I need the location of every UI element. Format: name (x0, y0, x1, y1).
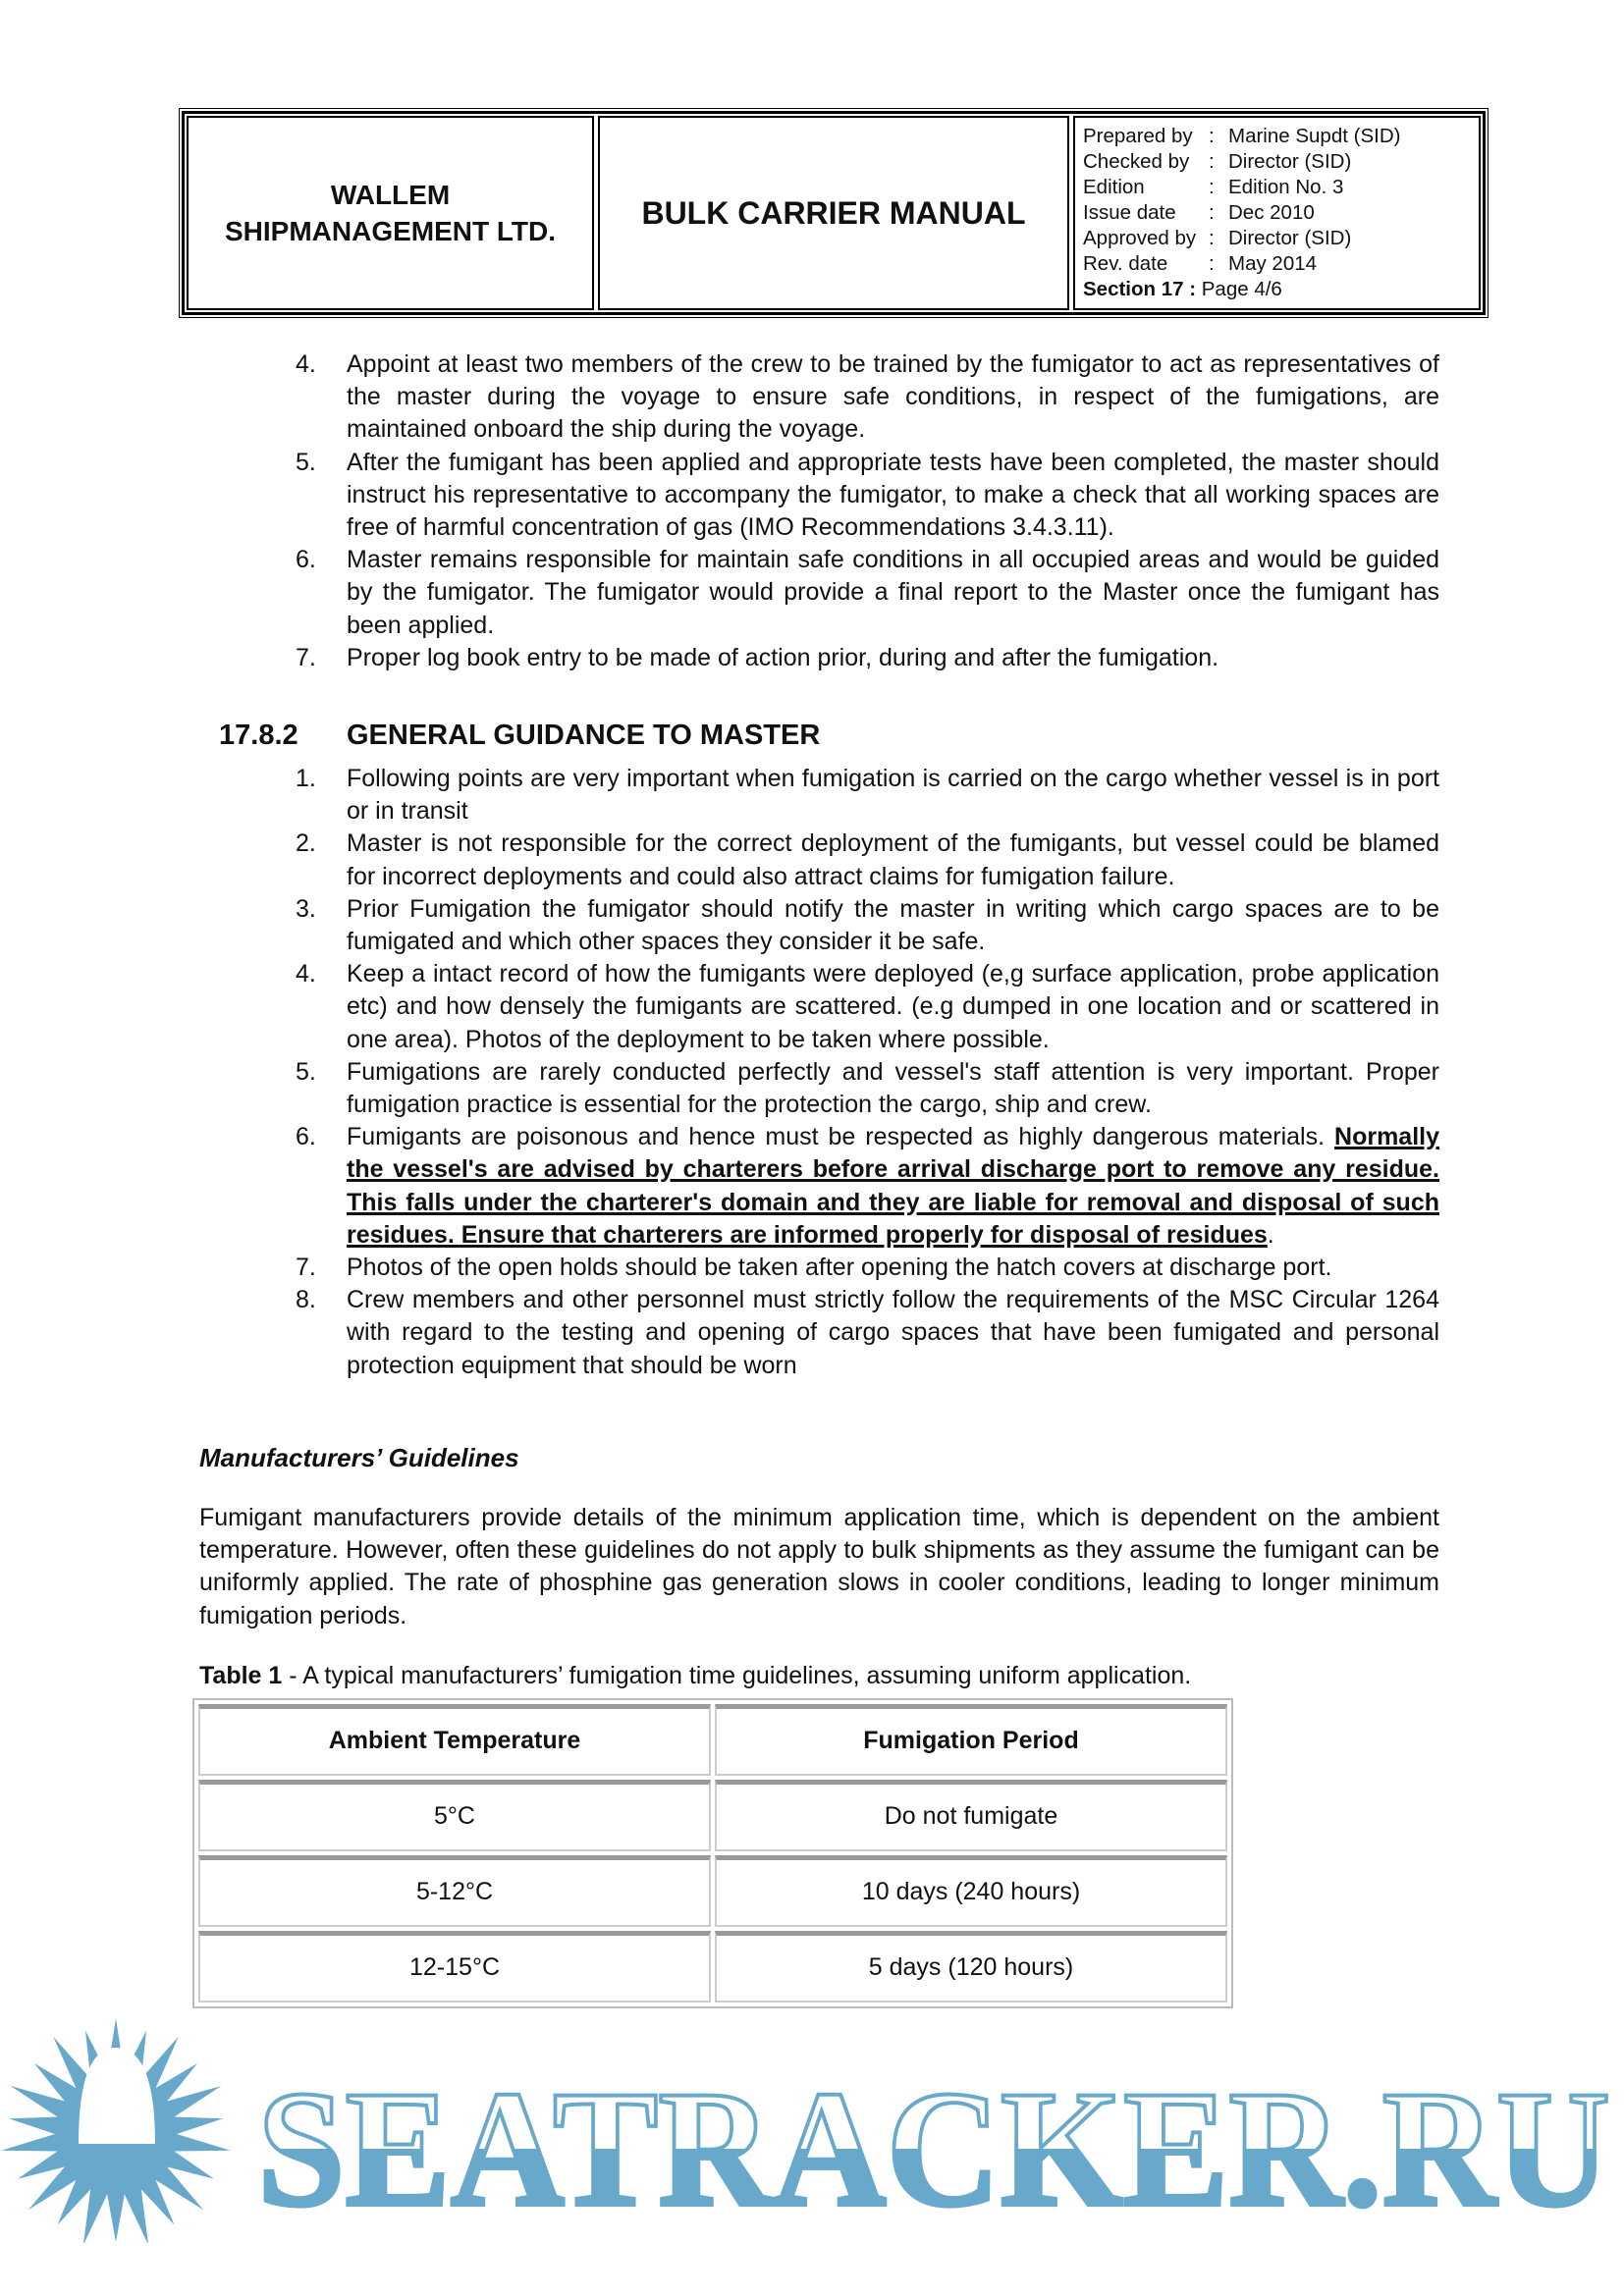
item-number: 1. (296, 765, 316, 793)
guidance-list (296, 763, 1439, 1382)
column-header: Fumigation Period (715, 1704, 1227, 1776)
watermark-logo (0, 2018, 1624, 2243)
meta-sep: : (1209, 176, 1215, 198)
document-header (182, 111, 1486, 315)
item-text: Keep a intact record of how the fumigants were deployed (e,g surface application, probe application etc) and how densely the fumigants are scattered. (e.g dumped in one location and or scattered in one area). Photos of the deployment to be taken where possible. (347, 960, 1439, 1053)
sun-icon (1, 2018, 231, 2243)
item-number: 6. (296, 1123, 316, 1151)
meta-key: Approved by (1083, 227, 1197, 249)
page-label: Page 4/6 (1196, 278, 1282, 300)
item-text: Master is not responsible for the correct deployment of the fumigants, but vessel could be blamed for incorrect deployments and could also attract claims for fumigation failure. (347, 829, 1439, 890)
item-number: 3. (296, 894, 316, 923)
item-number: 8. (296, 1286, 316, 1314)
table-cell: 5-12°C (198, 1855, 711, 1927)
item-body (347, 1121, 1439, 1252)
section-number: 17.8.2 (219, 720, 298, 752)
meta-key: Checked by (1083, 150, 1190, 173)
meta-value: Director (SID) (1228, 227, 1352, 249)
subheading: Manufacturers’ Guidelines (199, 1442, 519, 1472)
list-item (296, 1056, 1439, 1121)
meta-row (1083, 124, 1471, 149)
table-cell: Do not fumigate (715, 1780, 1227, 1851)
item-text: Fumigations are rarely conducted perfectly and vessel's staff attention is very important. Proper fumigation practice is essential for the protection the cargo, ship and crew. (347, 1057, 1439, 1119)
table-caption (199, 1660, 1439, 1692)
item-number: 4. (296, 960, 316, 988)
list-item (296, 828, 1439, 892)
page-content (199, 348, 1610, 2243)
item-body (347, 958, 1439, 1056)
list-item (296, 958, 1439, 1056)
item-text: Proper log book entry to be made of action prior, during and after the fumigation. (347, 643, 1219, 671)
list-item (296, 1252, 1439, 1284)
list-item (296, 1121, 1439, 1252)
table-row (198, 1780, 1227, 1851)
meta-value: Marine Supdt (SID) (1228, 125, 1401, 147)
list-item (296, 763, 1439, 828)
meta-row (1083, 149, 1471, 175)
list-item (296, 544, 1439, 642)
item-number: 5. (296, 448, 316, 476)
list-item (296, 1284, 1439, 1382)
meta-value: Director (SID) (1228, 150, 1352, 173)
table-row (198, 1855, 1227, 1927)
section-page (1083, 277, 1471, 302)
caption-text: - A typical manufacturers’ fumigation time guidelines, assuming uniform application. (282, 1661, 1192, 1689)
meta-row (1083, 251, 1471, 277)
meta-sep: : (1209, 125, 1215, 147)
manual-title: BULK CARRIER MANUAL (598, 116, 1069, 310)
item-number: 5. (296, 1057, 316, 1086)
section-heading (219, 718, 1439, 753)
fumigation-table (192, 1698, 1233, 2008)
meta-sep: : (1209, 201, 1215, 224)
table-row (198, 1931, 1227, 2002)
meta-key: Edition (1083, 176, 1145, 198)
item-text: Prior Fumigation the fumigator should notify the master in writing which cargo spaces are to be fumigated and which other spaces they consider it be safe. (347, 894, 1439, 956)
item-body (347, 642, 1439, 674)
caption-label: Table 1 (199, 1661, 283, 1689)
company-line: SHIPMANAGEMENT LTD. (224, 216, 557, 246)
table-cell: 12-15°C (198, 1931, 711, 2002)
meta-sep: : (1209, 252, 1215, 275)
item-text: Photos of the open holds should be taken after opening the hatch covers at discharge port. (347, 1254, 1332, 1282)
item-body (347, 447, 1439, 545)
item-text: Appoint at least two members of the crew to be trained by the fumigator to act as representatives of the master during the voyage to ensure safe conditions, in respect of the fumigations, are maintained onboard the ship during the voyage. (347, 350, 1439, 444)
item-text: Fumigants are poisonous and hence must be respected as highly dangerous materials. (347, 1123, 1335, 1151)
table-cell: 5 days (120 hours) (715, 1931, 1227, 2002)
meta-key: Prepared by (1083, 125, 1193, 147)
item-text: After the fumigant has been applied and appropriate tests have been completed, the master should instruct his representative to accompany the fumigator, to make a check that all working spaces are free of harmful concentration of gas (IMO Recommendations 3.4.3.11). (347, 448, 1439, 542)
item-body (347, 1056, 1439, 1121)
company-line: WALLEM (330, 180, 451, 210)
table-cell: 5°C (198, 1780, 711, 1851)
meta-key: Issue date (1083, 201, 1176, 224)
item-number: 2. (296, 829, 316, 858)
list-item (296, 642, 1439, 674)
meta-value: Edition No. 3 (1228, 176, 1344, 198)
list-item (296, 893, 1439, 958)
item-end: . (1267, 1220, 1274, 1249)
item-body (347, 1284, 1439, 1382)
list-item (296, 348, 1439, 447)
paragraph: Fumigant manufacturers provide details of the minimum application time, which is dependent on the ambient temperature. However, often these guidelines do not apply to bulk shipments as they assume the fumigant can be uniformly applied. The rate of phosphine gas generation slows in cooler conditions, leading to longer minimum fumigation periods. (199, 1503, 1439, 1629)
item-body (347, 763, 1439, 828)
item-body (347, 1252, 1439, 1284)
emphasized-text: Normally the vessel's are advised by charterers before arrival discharge port to remove any residue. This falls under the charterer's domain and they are liable for removal and disposal of such residues. Ensure that charterers are informed properly for disposal of residues (347, 1123, 1439, 1249)
company-name (187, 116, 594, 310)
item-body (347, 828, 1439, 892)
watermark-text: SEATRACKER.RU (257, 2056, 1610, 2241)
item-text: Crew members and other personnel must strictly follow the requirements of the MSC Circular 1264 with regard to the testing and opening of cargo spaces that have been fumigated and personal protection equipment that should be worn (347, 1286, 1439, 1379)
item-text: Master remains responsible for maintain safe conditions in all occupied areas and would be guided by the fumigator. The fumigator would provide a final report to the Master once the fumigant has been applied. (347, 546, 1439, 639)
column-header: Ambient Temperature (198, 1704, 711, 1776)
item-text: Following points are very important when fumigation is carried on the cargo whether vessel is in port or in transit (347, 765, 1439, 826)
item-body (347, 893, 1439, 958)
meta-row (1083, 200, 1471, 226)
section-title: GENERAL GUIDANCE TO MASTER (347, 720, 821, 752)
meta-sep: : (1209, 227, 1215, 249)
meta-row (1083, 175, 1471, 200)
section-label: Section 17 : (1083, 278, 1197, 300)
table-header-row (198, 1704, 1227, 1776)
meta-value: Dec 2010 (1228, 201, 1315, 224)
item-number: 7. (296, 643, 316, 671)
item-number: 4. (296, 350, 316, 378)
document-meta (1073, 116, 1481, 310)
meta-row (1083, 226, 1471, 251)
responsibilities-list (296, 348, 1439, 674)
item-number: 7. (296, 1254, 316, 1282)
item-body (347, 348, 1439, 447)
item-number: 6. (296, 546, 316, 574)
meta-key: Rev. date (1083, 252, 1168, 275)
item-body (347, 544, 1439, 642)
table-cell: 10 days (240 hours) (715, 1855, 1227, 1927)
meta-sep: : (1209, 150, 1215, 173)
meta-value: May 2014 (1228, 252, 1318, 275)
list-item (296, 447, 1439, 545)
